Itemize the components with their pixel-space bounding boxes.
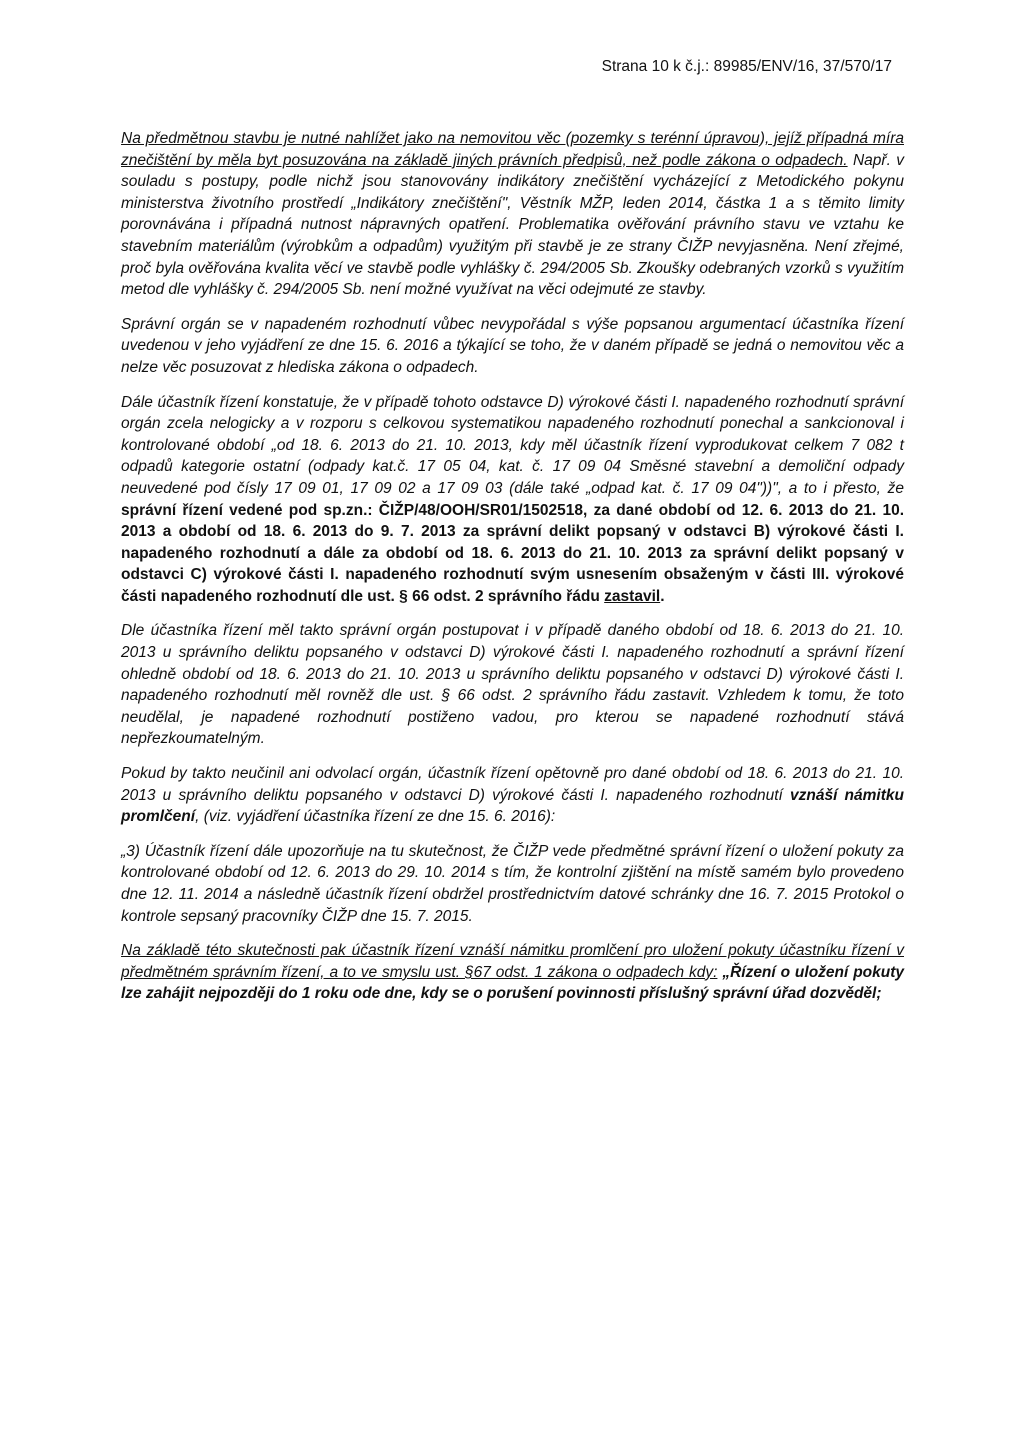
p3-bold-underlined: zastavil	[604, 587, 661, 605]
p5-bold: vznáší námitku promlčení	[121, 786, 904, 826]
p3-bold: správní řízení vedené pod sp.zn.: ČIŽP/48/OOH/SR01/1502518, za dané období od 12. 6. 2013 do 21. 10. 2013 a období od 18. 6. 2013 do 9. 7. 2013 za správní delikt popsaný v odstavci B) výrokové části I. napadeného rozhodnutí a dále za období od 18. 6. 2013 do 21. 10. 2013 za správní delikt popsaný v odstavci C) výrokové části I. napadeného rozhodnutí svým usnesením obsaženým v části III. výrokové části napadeného rozhodnutí dle ust. § 66 odst. 2 správního řádu	[121, 501, 904, 605]
p1-underlined: Na předmětnou stavbu je nutné nahlížet jako na nemovitou věc (pozemky s terénní úpravou), jejíž případná míra znečištění by měla byt posuzována na základě jiných právních předpisů, než podle zákona o odpadech.	[121, 130, 904, 169]
p7-underlined: Na základě této skutečnosti pak účastník řízení vznáší námitku promlčení pro uložení pokuty účastníku řízení v předmětném správním řízení, a to ve smyslu ust. §67 odst. 1 zákona o odpadech kdy:	[121, 942, 904, 981]
paragraph-4: Dle účastníka řízení měl takto správní orgán postupovat i v případě daného období od 18. 6. 2013 do 21. 10. 2013 u správního deliktu popsaného v odstavci D) výrokové části I. napadeného rozhodnutí a správní řízení ohledně období od 18. 6. 2013 do 21. 10. 2013 u správního deliktu popsaného v odstavci D) výrokové části I. napadeného rozhodnutí měl rovněž dle ust. § 66 odst. 2 správního řádu zastavit. Vzhledem k tomu, že toto neudělal, je napadené rozhodnutí postiženo vadou, pro kterou se napadené rozhodnutí stává nepřezkoumatelným.	[121, 622, 904, 748]
p3-end: .	[660, 587, 665, 605]
paragraph-2: Správní orgán se v napadeném rozhodnutí vůbec nevypořádal s výše popsanou argumentací účastníka řízení uvedenou v jeho vyjádření ze dne 15. 6. 2016 a týkající se toho, že v daném případě se jedná o nemovitou věc a nelze věc posuzovat z hlediska zákona o odpadech.	[121, 315, 904, 376]
paragraph-5	[121, 763, 904, 828]
p1-rest: Např. v souladu s postupy, podle nichž jsou stanovovány indikátory znečištění vycházející z Metodického pokynu ministerstva životního prostředí „Indikátory znečištění", Věstník MŽP, leden 2014, částka 1 a s těmito limity porovnávána i případná nutnost nápravných opatření. Problematika ověřování právního stavu ve vztahu ke stavebním materiálům (výrobkům a odpadům) využitým při stavbě je ze strany ČIŽP nevyjasněna. Není zřejmé, proč byla ověřována kvalita věcí ve stavbě podle vyhlášky č. 294/2005 Sb. Zkoušky odebraných vzorků s využitím metod dle vyhlášky č. 294/2005 Sb. není možné využívat na věci odejmuté ze stavby.	[121, 151, 904, 299]
paragraph-1	[121, 128, 904, 301]
paragraph-7	[121, 940, 904, 1005]
paragraph-3	[121, 392, 904, 608]
page-header: Strana 10 k č.j.: 89985/ENV/16, 37/570/17	[601, 58, 892, 75]
p7-bold-italic: „Řízení o uložení pokuty lze zahájit nejpozději do 1 roku ode dne, kdy se o porušení povinnosti příslušný správní úřad dozvěděl;	[121, 963, 904, 1003]
document-body	[121, 128, 904, 1018]
p5-rest: , (viz. vyjádření účastníka řízení ze dne 15. 6. 2016):	[195, 808, 556, 826]
paragraph-6-quote: „3) Účastník řízení dále upozorňuje na tu skutečnost, že ČIŽP vede předmětné správní řízení o uložení pokuty za kontrolované období od 12. 6. 2013 do 29. 10. 2014 s tím, že kontrolní zjištění na místě samém bylo provedeno dne 12. 11. 2014 a následně účastník řízení obdržel prostřednictvím datové schránky dne 16. 7. 2015 Protokol o kontrole sepsaný pracovníky ČIŽP dne 15. 7. 2015.	[121, 842, 904, 925]
p5-italic: Pokud by takto neučinil ani odvolací orgán, účastník řízení opětovně pro dané období od 18. 6. 2013 do 21. 10. 2013 u správního deliktu popsaného v odstavci D) výrokové části I. napadeného rozhodnutí	[121, 765, 904, 804]
p3-italic: Dále účastník řízení konstatuje, že v případě tohoto odstavce D) výrokové části I. napadeného rozhodnutí správní orgán zcela nelogicky a v rozporu s celkovou systematikou napadeného rozhodnutí ponechal a sankcionoval i kontrolované období „od 18. 6. 2013 do 21. 10. 2013, kdy měl účastník řízení vyprodukovat celkem 7 082 t odpadů kategorie ostatní (odpady kat.č. 17 05 04, kat. č. 17 09 04 Směsné stavební a demoliční odpady neuvedené pod čísly 17 09 01, 17 09 02 a 17 09 03 (dále také „odpad kat. č. 17 09 04"))", a to i přesto, že	[121, 393, 904, 497]
